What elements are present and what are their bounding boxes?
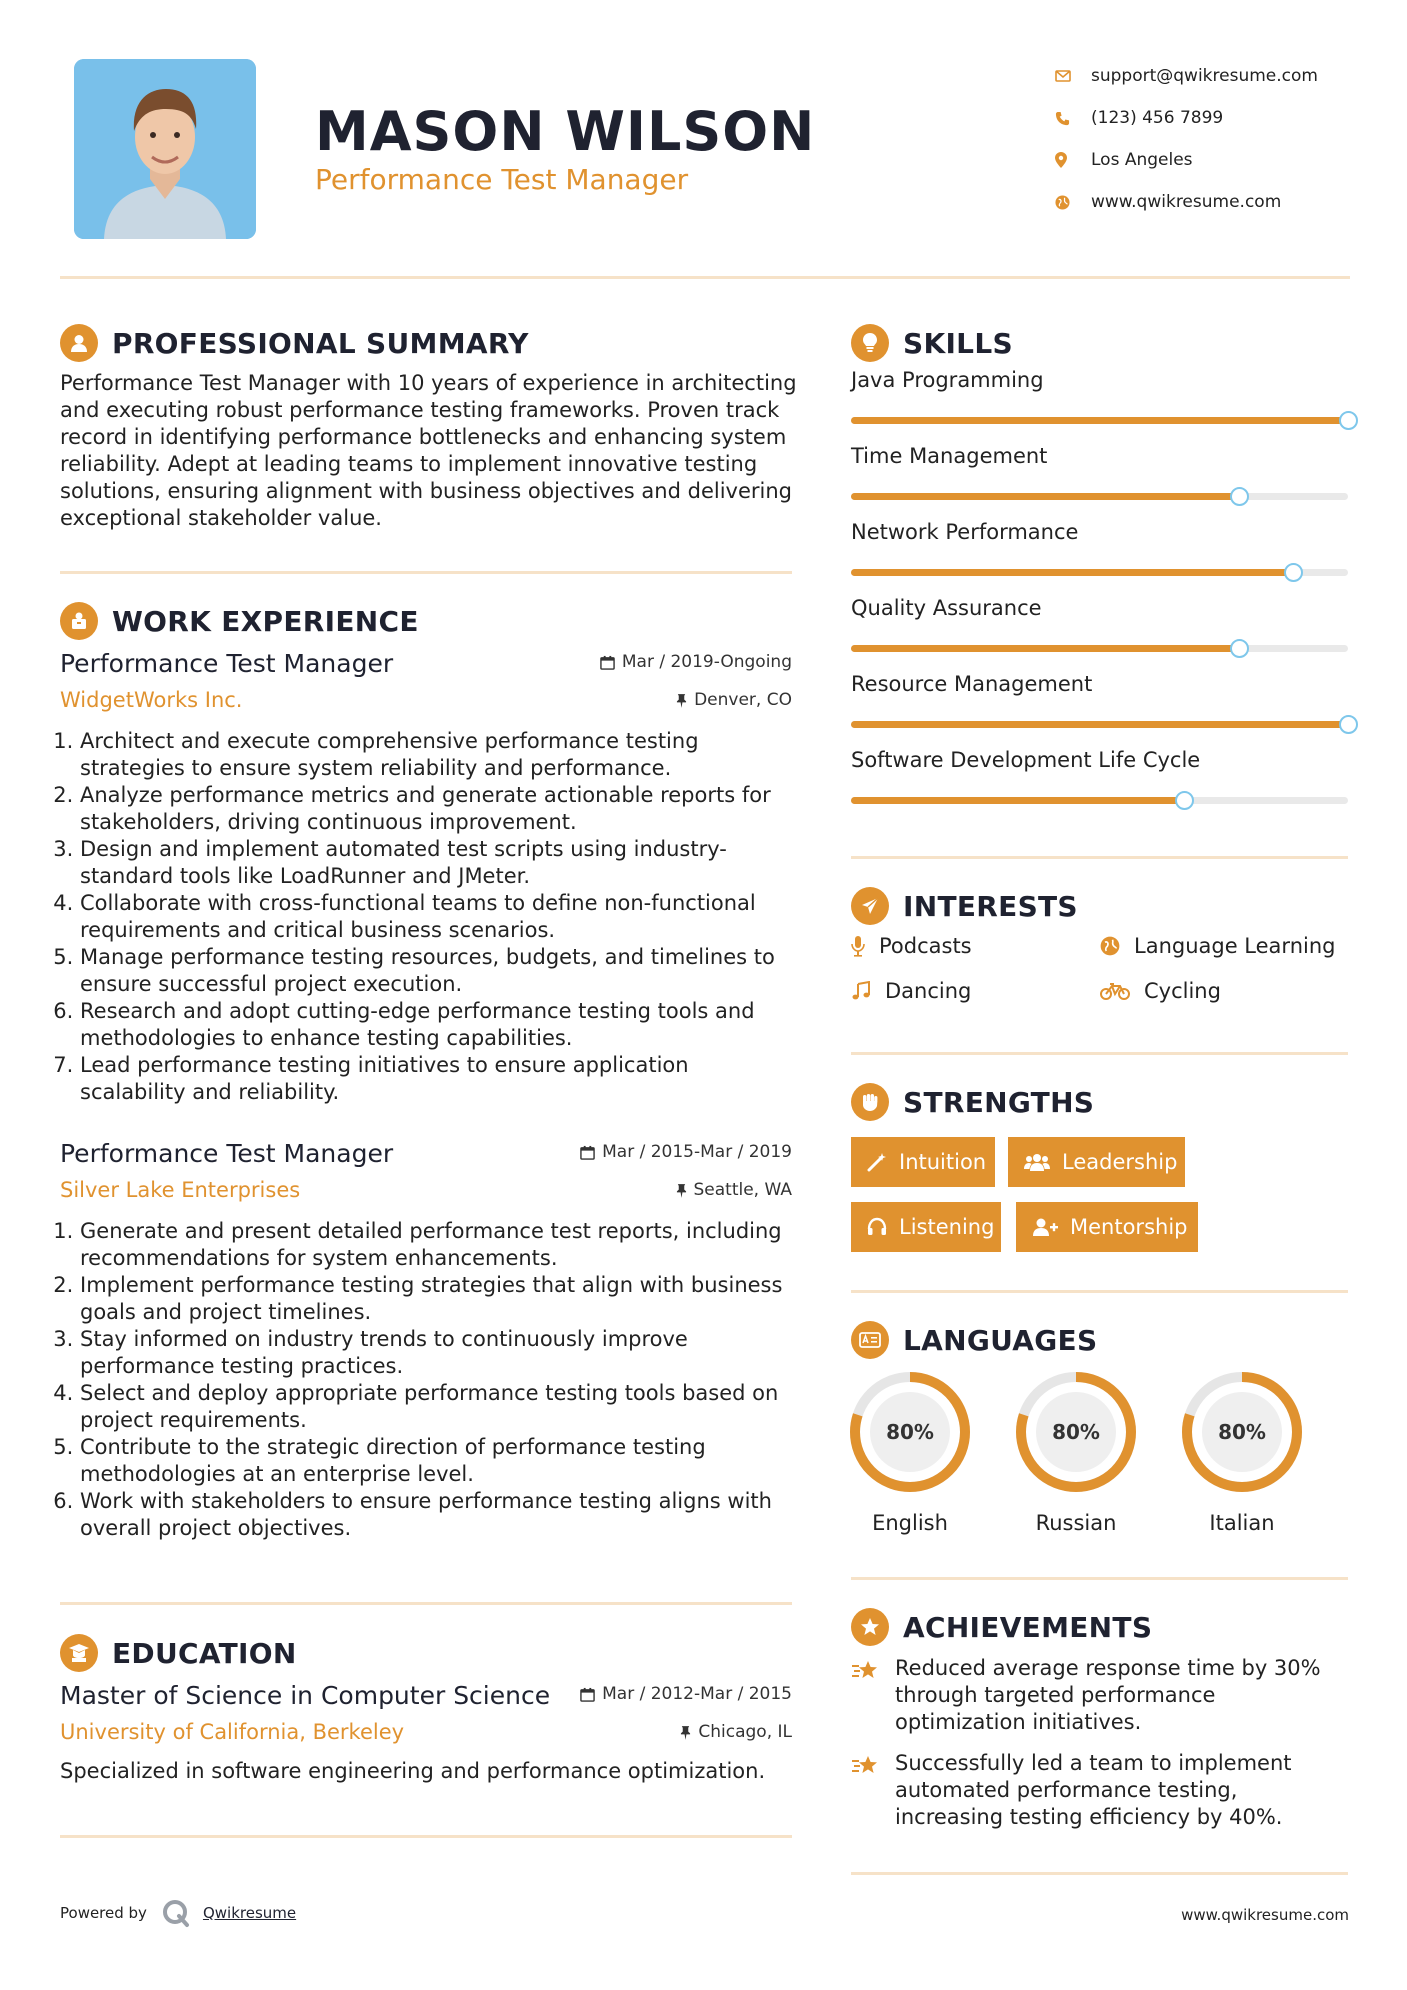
languages-heading: LANGUAGES <box>851 1321 1097 1359</box>
strength-tag: Leadership <box>1008 1137 1185 1187</box>
job-location: Denver, CO <box>676 690 792 710</box>
skill-item: Quality Assurance <box>851 593 1351 669</box>
job-role: Performance Test Manager <box>60 649 394 678</box>
language-item <box>1179 1369 1305 1535</box>
interest-item: Language Learning <box>1100 934 1335 958</box>
calendar-icon <box>580 1145 595 1160</box>
candidate-name: MASON WILSON <box>315 100 816 163</box>
skill-bar-knob <box>1230 487 1249 506</box>
skills-heading: SKILLS <box>851 324 1013 362</box>
qwikresume-link[interactable]: Qwikresume <box>202 1904 297 1922</box>
users-icon <box>1024 1152 1050 1172</box>
job-bullets <box>60 1218 792 1542</box>
interests-divider <box>851 1052 1348 1055</box>
school: University of California, Berkeley <box>60 1720 405 1744</box>
pushpin-icon <box>680 1725 691 1740</box>
language-item <box>1013 1369 1139 1535</box>
strengths-heading: STRENGTHS <box>851 1083 1094 1121</box>
achievements-divider <box>851 1872 1348 1875</box>
list-item: 1. Generate and present detailed performance test reports, including recommendations for system enhancements. <box>80 1218 792 1272</box>
job-date: Mar / 2019-Ongoing <box>600 652 792 672</box>
language-ring <box>847 1369 973 1495</box>
list-item: 3. Stay informed on industry trends to continuously improve performance testing practices. <box>80 1326 792 1380</box>
skills-list <box>851 365 1351 821</box>
interest-item: Podcasts <box>851 934 972 958</box>
bicycle-icon <box>1100 981 1130 1001</box>
list-item: 6. Work with stakeholders to ensure performance testing aligns with overall project objectives. <box>80 1488 792 1542</box>
languages-divider <box>851 1577 1348 1580</box>
skill-bar-fill <box>851 417 1348 424</box>
education-date: Mar / 2012-Mar / 2015 <box>580 1684 792 1704</box>
profile-photo <box>74 59 256 239</box>
envelope-icon <box>1055 70 1091 82</box>
footer-powered-by: Powered by Qwikresume <box>60 1898 296 1928</box>
phone-icon <box>1055 111 1091 126</box>
skill-bar-fill <box>851 645 1239 652</box>
footer-website[interactable]: www.qwikresume.com <box>1181 1906 1349 1924</box>
interest-item: Cycling <box>1100 979 1221 1003</box>
globe-icon <box>1055 195 1091 210</box>
language-name: Russian <box>1035 1511 1117 1535</box>
user-icon <box>60 324 98 362</box>
skill-bar-track <box>851 569 1348 576</box>
experience-divider <box>60 1602 792 1605</box>
language-ring <box>1013 1369 1139 1495</box>
skill-bar-knob <box>1284 563 1303 582</box>
education-entry <box>60 1678 792 1785</box>
star-icon <box>851 1655 895 1736</box>
job-entry-2 <box>60 1136 792 1542</box>
skill-bar-fill <box>851 569 1293 576</box>
header-divider <box>60 276 1350 279</box>
list-item: 3. Design and implement automated test scripts using industry-standard tools like LoadRunner and JMeter. <box>80 836 792 890</box>
list-item: 4. Collaborate with cross-functional teams to define non-functional requirements and critical business scenarios. <box>80 890 792 944</box>
skill-item: Resource Management <box>851 669 1351 745</box>
language-item <box>847 1369 973 1535</box>
star-badge-icon <box>851 1608 889 1646</box>
job-date: Mar / 2015-Mar / 2019 <box>580 1142 792 1162</box>
list-item: 2. Implement performance testing strategies that align with business goals and project timelines. <box>80 1272 792 1326</box>
strength-tag: Listening <box>851 1202 1001 1252</box>
summary-heading: PROFESSIONAL SUMMARY <box>60 324 529 362</box>
headphones-icon <box>867 1217 887 1237</box>
globe-icon <box>1100 936 1120 956</box>
summary-divider <box>60 571 792 574</box>
summary-text: Performance Test Manager with 10 years of experience in architecting and executing robust performance testing frameworks. Proven track record in identifying performance bottlenecks and enhancing system reliability. Adept at leading teams to implement innovative testing solutions, ensuring alignment with business objectives and delivering exceptional stakeholder value. <box>60 371 797 530</box>
contact-email[interactable]: support@qwikresume.com <box>1055 55 1385 97</box>
graduate-icon <box>60 1634 98 1672</box>
skill-bar-knob <box>1175 791 1194 810</box>
star-icon <box>851 1750 895 1831</box>
candidate-title: Performance Test Manager <box>315 163 689 196</box>
job-entry-1 <box>60 646 792 1106</box>
skill-bar-track <box>851 645 1348 652</box>
skill-bar-track <box>851 493 1348 500</box>
language-name: English <box>872 1511 948 1535</box>
achievement-item: Reduced average response time by 30% through targeted performance optimization initiatives. <box>851 1655 1351 1736</box>
job-role: Performance Test Manager <box>60 1139 394 1168</box>
language-percent: 80% <box>1218 1420 1266 1444</box>
language-card-icon <box>851 1321 889 1359</box>
list-item: 5. Contribute to the strategic direction of performance testing methodologies at an enterprise level. <box>80 1434 792 1488</box>
skills-divider <box>851 856 1348 859</box>
list-item: 1. Architect and execute comprehensive performance testing strategies to ensure system reliability and performance. <box>80 728 792 782</box>
skill-item: Network Performance <box>851 517 1351 593</box>
job-company: WidgetWorks Inc. <box>60 688 243 712</box>
education-divider <box>60 1835 792 1838</box>
language-ring <box>1179 1369 1305 1495</box>
achievement-item: Successfully led a team to implement automated performance testing, increasing testing efficiency by 40%. <box>851 1750 1351 1831</box>
fist-icon <box>851 1083 889 1121</box>
experience-heading: WORK EXPERIENCE <box>60 602 419 640</box>
skill-bar-track <box>851 417 1348 424</box>
strength-tag: Intuition <box>851 1137 995 1187</box>
skill-bar-track <box>851 797 1348 804</box>
skill-bar-knob <box>1339 411 1358 430</box>
education-description: Specialized in software engineering and performance optimization. <box>60 1759 766 1783</box>
strength-tag: Mentorship <box>1016 1202 1198 1252</box>
list-item: 5. Manage performance testing resources, budgets, and timelines to ensure successful project execution. <box>80 944 792 998</box>
degree: Master of Science in Computer Science <box>60 1681 551 1710</box>
skill-bar-fill <box>851 721 1348 728</box>
list-item: 7. Lead performance testing initiatives to ensure application scalability and reliability. <box>80 1052 792 1106</box>
location-pin-icon <box>1055 152 1091 168</box>
calendar-icon <box>600 655 615 670</box>
skill-bar-knob <box>1339 715 1358 734</box>
language-percent: 80% <box>1052 1420 1100 1444</box>
microphone-icon <box>851 935 865 957</box>
skill-item: Time Management <box>851 441 1351 517</box>
lightbulb-icon <box>851 324 889 362</box>
contact-phone[interactable]: (123) 456 7899 <box>1055 97 1385 139</box>
qwikresume-logo-icon <box>161 1898 191 1928</box>
education-heading: EDUCATION <box>60 1634 297 1672</box>
calendar-icon <box>580 1687 595 1702</box>
skill-bar-fill <box>851 493 1239 500</box>
contact-website[interactable]: www.qwikresume.com <box>1055 181 1385 223</box>
interests-heading: INTERESTS <box>851 887 1078 925</box>
job-bullets <box>60 728 792 1106</box>
skill-item: Software Development Life Cycle <box>851 745 1351 821</box>
pushpin-icon <box>676 693 687 708</box>
pushpin-icon <box>676 1183 687 1198</box>
language-name: Italian <box>1209 1511 1275 1535</box>
language-percent: 80% <box>886 1420 934 1444</box>
skill-bar-fill <box>851 797 1184 804</box>
music-note-icon <box>851 981 871 1001</box>
user-plus-icon <box>1032 1217 1058 1237</box>
magic-wand-icon <box>867 1152 887 1172</box>
briefcase-user-icon <box>60 602 98 640</box>
list-item: 2. Analyze performance metrics and generate actionable reports for stakeholders, driving continuous improvement. <box>80 782 792 836</box>
strengths-divider <box>851 1290 1348 1293</box>
skill-bar-knob <box>1230 639 1249 658</box>
list-item: 6. Research and adopt cutting-edge performance testing tools and methodologies to enhance testing capabilities. <box>80 998 792 1052</box>
job-company: Silver Lake Enterprises <box>60 1178 301 1202</box>
list-item: 4. Select and deploy appropriate performance testing tools based on project requirements. <box>80 1380 792 1434</box>
job-location: Seattle, WA <box>676 1180 793 1200</box>
education-location: Chicago, IL <box>680 1722 792 1742</box>
skill-item: Java Programming <box>851 365 1351 441</box>
interest-item: Dancing <box>851 979 971 1003</box>
skill-bar-track <box>851 721 1348 728</box>
paper-plane-icon <box>851 887 889 925</box>
contact-list <box>1055 55 1385 223</box>
achievements-heading: ACHIEVEMENTS <box>851 1608 1152 1646</box>
contact-location: Los Angeles <box>1055 139 1385 181</box>
